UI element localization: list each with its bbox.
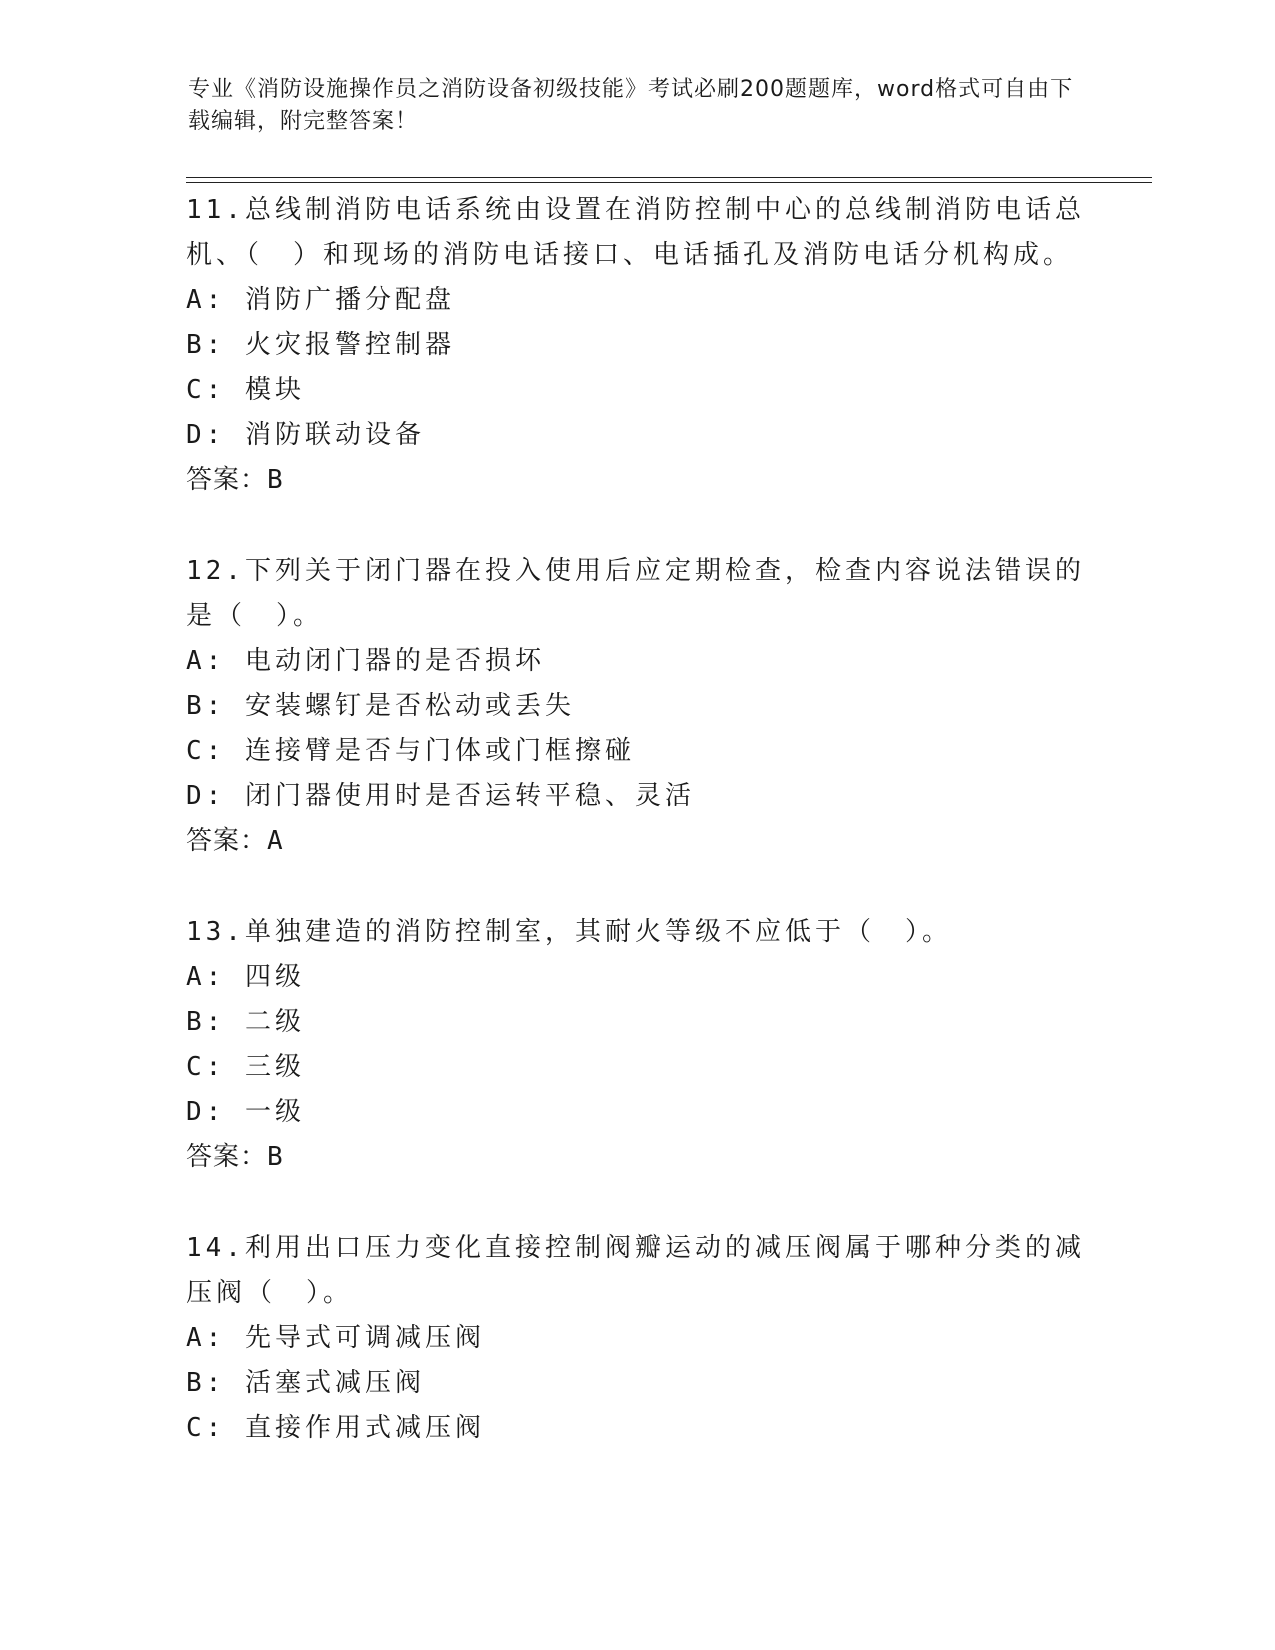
question-14 — [186, 1226, 1086, 1451]
option-c: C: 直接作用式减压阀 — [186, 1413, 485, 1443]
answer-label: 答案： — [186, 465, 268, 495]
answer-value: A — [267, 826, 284, 856]
question-stem: 11.总线制消防电话系统由设置在消防控制中心的总线制消防电话总机、（ ）和现场的消防电话接口、电话插孔及消防电话分机构成。 — [186, 195, 1085, 270]
option-d: D: 消防联动设备 — [186, 420, 425, 450]
question-stem: 12.下列关于闭门器在投入使用后应定期检查，检查内容说法错误的是（ ）。 — [186, 556, 1085, 631]
answer-label: 答案： — [186, 826, 268, 856]
question-12 — [186, 549, 1086, 864]
question-list — [186, 188, 1086, 1497]
option-b: B: 二级 — [186, 1007, 305, 1037]
option-a: A: 消防广播分配盘 — [186, 285, 455, 315]
question-11 — [186, 188, 1086, 503]
option-a: A: 四级 — [186, 962, 305, 992]
answer-value: B — [267, 1142, 284, 1172]
question-stem: 14.利用出口压力变化直接控制阀瓣运动的减压阀属于哪种分类的减压阀（ ）。 — [186, 1233, 1085, 1308]
option-c: C: 模块 — [186, 375, 305, 405]
option-b: B: 火灾报警控制器 — [186, 330, 455, 360]
option-d: D: 闭门器使用时是否运转平稳、灵活 — [186, 781, 695, 811]
option-b: B: 活塞式减压阀 — [186, 1368, 425, 1398]
option-a: A: 电动闭门器的是否损坏 — [186, 646, 545, 676]
answer-label: 答案： — [186, 1142, 268, 1172]
option-c: C: 连接臂是否与门体或门框擦碰 — [186, 736, 635, 766]
question-stem: 13.单独建造的消防控制室，其耐火等级不应低于（ ）。 — [186, 917, 952, 947]
document-header: 专业《消防设施操作员之消防设备初级技能》考试必刷200题题库，word格式可自由下载编辑，附完整答案！ — [188, 77, 1074, 134]
question-13 — [186, 910, 1086, 1180]
answer-line — [186, 819, 1086, 864]
answer-line — [186, 458, 1086, 503]
answer-value: B — [267, 465, 284, 495]
option-d: D: 一级 — [186, 1097, 305, 1127]
option-a: A: 先导式可调减压阀 — [186, 1323, 485, 1353]
option-b: B: 安装螺钉是否松动或丢失 — [186, 691, 575, 721]
answer-line — [186, 1135, 1086, 1180]
header-divider — [186, 177, 1152, 178]
option-c: C: 三级 — [186, 1052, 305, 1082]
header-divider — [186, 182, 1152, 183]
